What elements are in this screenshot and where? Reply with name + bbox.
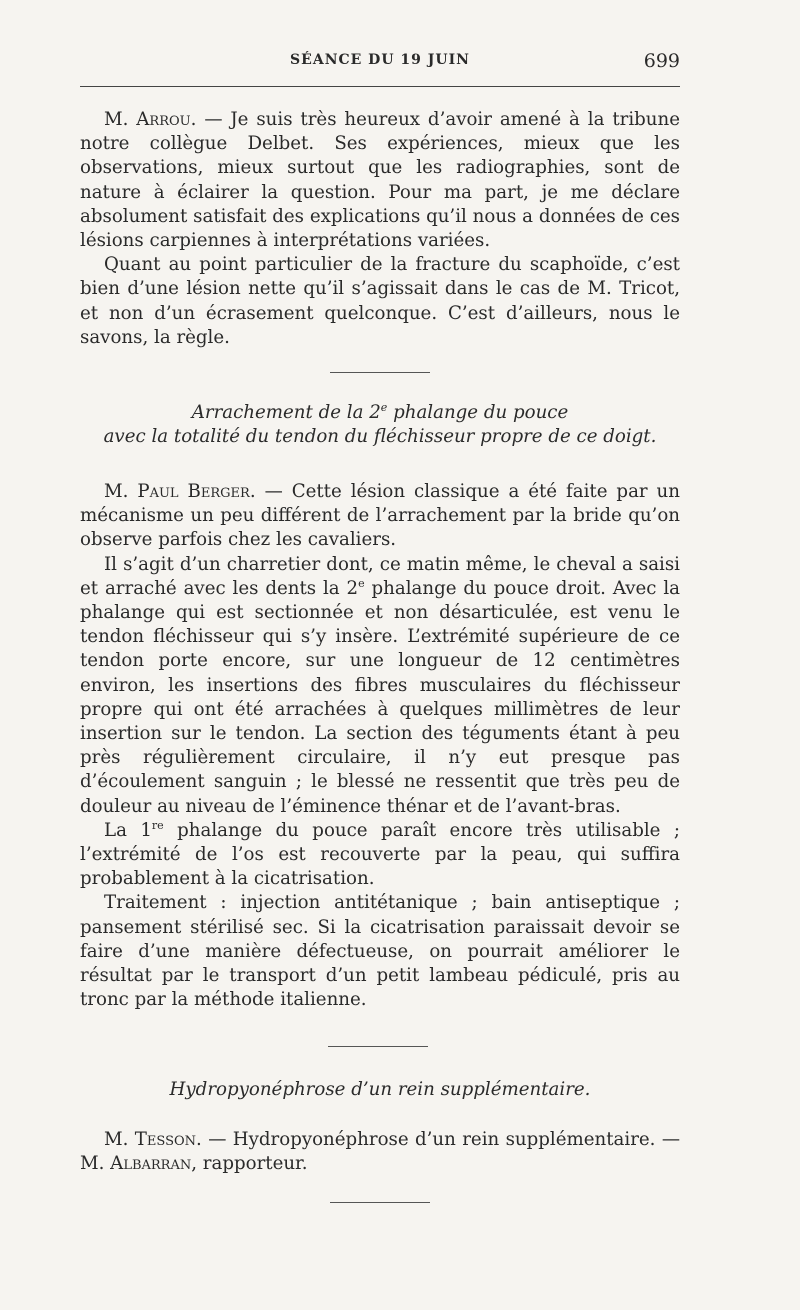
superscript: re <box>151 818 164 832</box>
paragraph-text: Quant au point particulier de la fracture du scaphoïde, c’est bien d’une lésion nette qu’il s’agissait dans le cas de M. Tricot, et non d’un écrasement quelconque. C’est d’ailleurs, nous le savons, la règle. <box>80 254 680 348</box>
section-divider <box>328 1046 428 1047</box>
paragraph-text: La 1 <box>104 819 152 841</box>
paragraph-text: — Cette lésion classique a été faite par un mécanisme un peu différent de l’arrachement par la bride qu’on observe parfois chez les cavaliers. <box>80 481 680 551</box>
section-title <box>80 401 680 449</box>
paragraph <box>80 553 680 819</box>
paragraph <box>80 1128 680 1176</box>
paragraph <box>80 819 680 892</box>
paragraph-text: — Je suis très heureux d’avoir amené à la tribune notre collègue Delbet. Ses expériences, mieux que les observations, mieux surtout que les radiographies, sont de nature à éclairer la question. Pour ma part, je me déclare absolument satisfait des explications qu’il nous a données de ces lésions carpiennes à interprétations variées. <box>80 109 680 252</box>
paragraph-text: , rapporteur. <box>191 1153 308 1175</box>
section-title: Hydropyonéphrose d’un rein supplémentaire. <box>169 1079 591 1100</box>
paragraph-text: phalange du pouce paraît encore très utilisable ; l’extrémité de l’os est recouverte par la peau, qui suffira probablement à la cicatrisation. <box>80 819 680 890</box>
paragraph-text: — Hydropyonéphrose d’un rein supplémentaire. — <box>208 1129 681 1150</box>
title-text: Arrachement de la 2 <box>191 402 381 423</box>
paragraph-text: Il s’agit d’un charretier dont, ce matin même, le cheval a saisi et arraché avec les dents la 2 <box>80 553 680 599</box>
superscript: e <box>358 576 365 590</box>
title-superscript: e <box>380 400 388 414</box>
speaker-name: M. Tesson. <box>104 1129 202 1150</box>
paragraph <box>80 891 680 1012</box>
section-title-line <box>80 401 680 425</box>
paragraph <box>80 480 680 553</box>
section-tesson <box>80 1128 680 1176</box>
paragraph-text: phalange du pouce droit. Avec la phalange qui est sectionnée et non désarticulée, est venu le tendon fléchisseur qui s’y insère. L’extrémité supérieure de ce tendon porte encore, sur une longueur de 12 centimètres environ, les insertions des fibres musculaires du fléchisseur propre qui ont été arrachées à quelques millimètres de leur insertion sur le tendon. La section des téguments étant à peu près régulièrement circulaire, il n’y eut presque pas d’écoulement sanguin ; le blessé ne ressentit que très peu de douleur au niveau de l’éminence thénar et de l’avant-bras. <box>80 577 680 817</box>
speaker-name: M. Arrou. <box>104 109 197 130</box>
section-berger <box>80 480 680 1012</box>
running-head <box>80 50 680 74</box>
paragraph <box>80 253 680 350</box>
paragraph-text: Traitement : injection antitétanique ; bain antiseptique ; pansement stérilisé sec. Si la cicatrisation paraissait devoir se faire d’une manière défectueuse, on pourrait améliorer le résultat par le transport d’un petit lambeau pédiculé, pris au tronc par la méthode italienne. <box>80 892 680 1011</box>
running-title: SÉANCE DU 19 JUIN <box>290 52 470 68</box>
paragraph <box>80 108 680 253</box>
section-divider <box>330 372 430 373</box>
header-rule <box>80 86 680 87</box>
title-text: phalange du pouce <box>387 402 569 423</box>
page-number: 699 <box>643 50 680 72</box>
section-arrou <box>80 108 680 350</box>
speaker-name: M. Paul Berger. <box>104 481 256 502</box>
section-title-line: avec la totalité du tendon du fléchisseur propre de ce doigt. <box>103 426 657 447</box>
rapporteur-name: M. Albarran <box>80 1153 192 1175</box>
section-divider <box>330 1202 430 1203</box>
